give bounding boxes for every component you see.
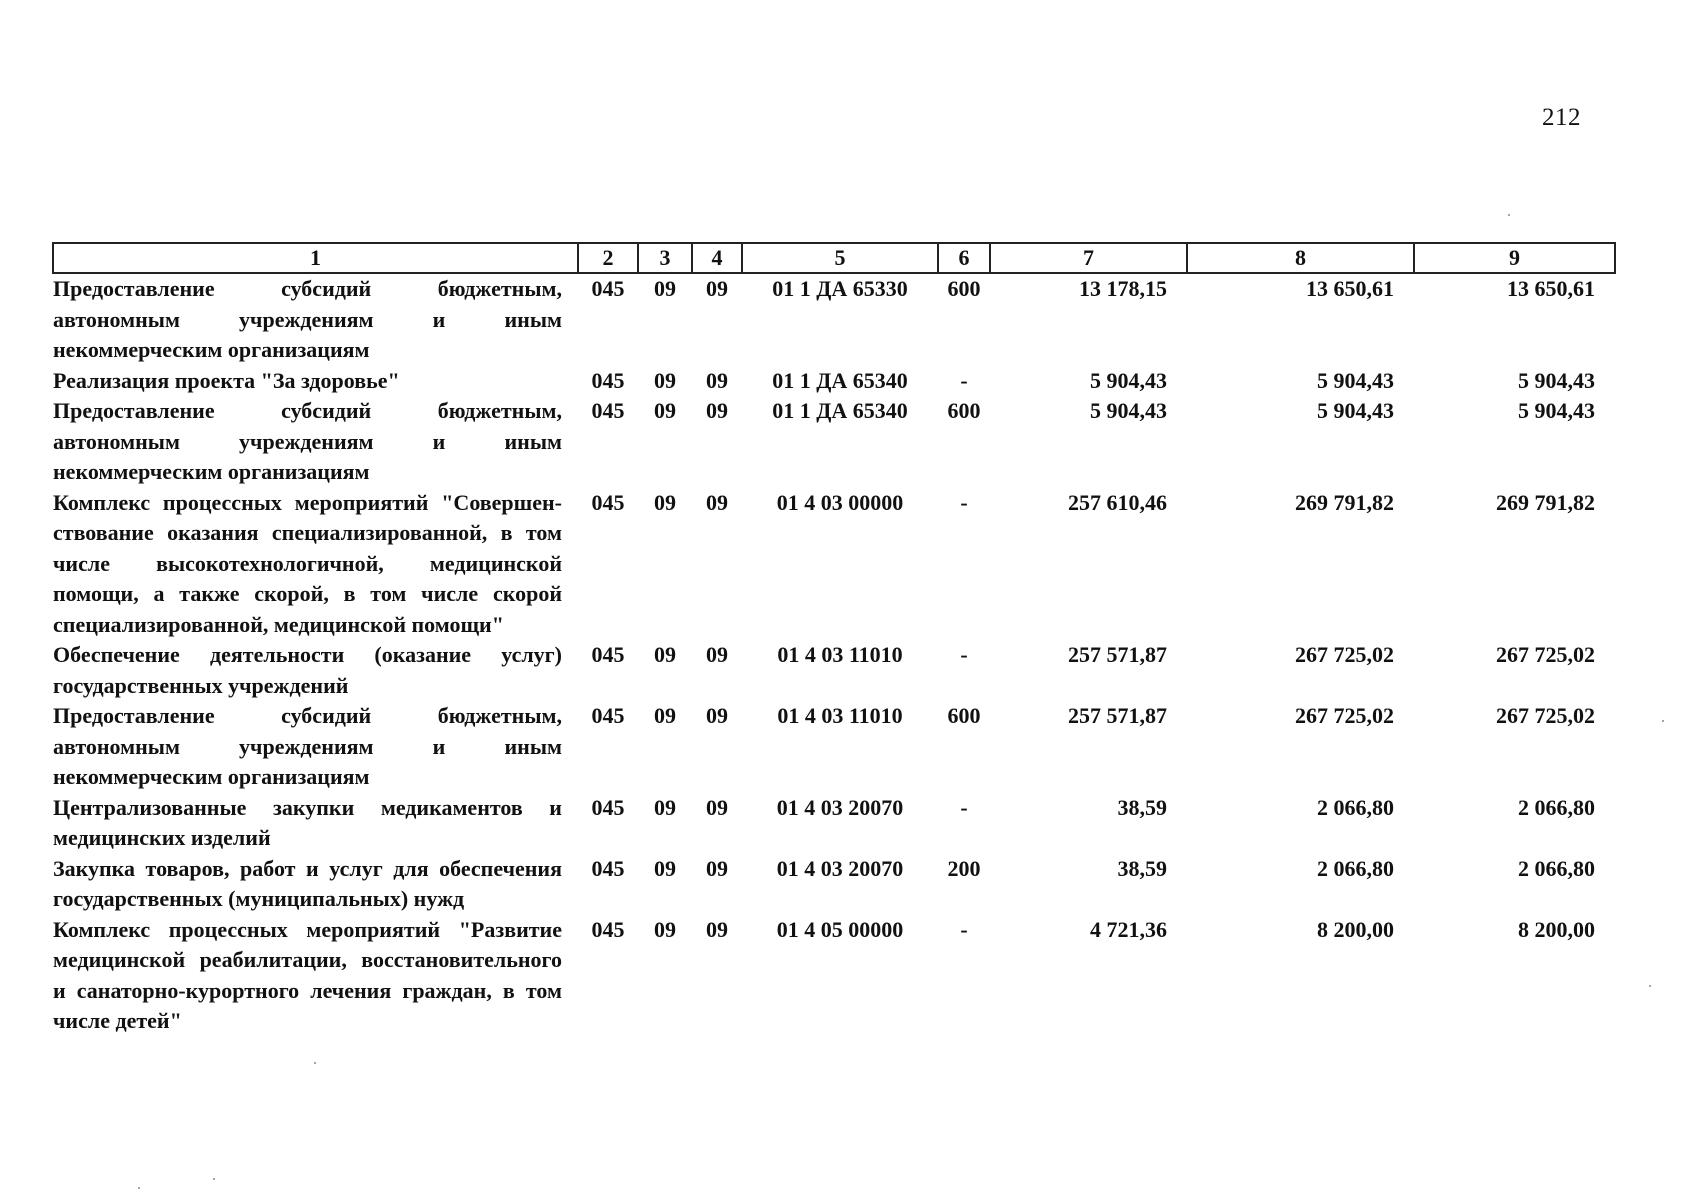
row-ministry-code: 045 <box>591 276 625 301</box>
row-expense-type: - <box>960 642 968 667</box>
page-number: 212 <box>1542 104 1581 131</box>
row-expense-type: - <box>960 916 968 942</box>
header-col-1: 1 <box>53 243 578 273</box>
row-amount-year-1: 5 904,43 <box>1090 367 1167 393</box>
row-name: Закупка товаров, работ и услуг для обеспечения государственных (муниципальных) нужд <box>53 855 562 911</box>
row-name: Централизованные закупки медикаментов и медицинских изделий <box>53 794 562 850</box>
row-section: 09 <box>654 489 676 515</box>
row-amount-year-2: 5 904,43 <box>1317 398 1394 423</box>
row-amount-year-2: 13 650,61 <box>1306 276 1394 301</box>
row-section: 09 <box>654 276 676 301</box>
row-subsection: 09 <box>706 916 728 942</box>
row-amount-year-2: 267 725,02 <box>1295 642 1394 667</box>
row-subsection: 09 <box>706 489 728 515</box>
row-subsection: 09 <box>706 703 728 728</box>
row-section: 09 <box>654 703 676 728</box>
table-row <box>53 701 1615 793</box>
row-amount-year-2: 5 904,43 <box>1317 367 1394 393</box>
row-subsection: 09 <box>706 794 728 820</box>
table-header <box>53 243 1615 273</box>
row-amount-year-3: 2 066,80 <box>1518 855 1595 881</box>
row-target-article: 01 4 03 20070 <box>776 794 904 820</box>
header-col-9: 9 <box>1414 243 1615 273</box>
header-col-7: 7 <box>990 243 1187 273</box>
row-subsection: 09 <box>706 855 728 881</box>
row-amount-year-2: 269 791,82 <box>1295 489 1394 515</box>
row-target-article: 01 4 03 20070 <box>776 855 904 881</box>
row-section: 09 <box>654 642 676 667</box>
row-name: Обеспечение деятельности (оказание услуг) государственных учреждений <box>53 642 562 698</box>
row-target-article: 01 4 03 00000 <box>776 489 904 515</box>
table-body <box>53 273 1615 1037</box>
header-row <box>53 243 1615 273</box>
header-col-2: 2 <box>578 243 638 273</box>
row-expense-type: 600 <box>947 703 981 728</box>
row-ministry-code: 045 <box>591 642 625 667</box>
row-name: Предоставление субсидий бюджетным, автономным учреждениям и иным некоммерческим организациям <box>53 703 562 789</box>
header-col-6: 6 <box>938 243 990 273</box>
row-amount-year-3: 2 066,80 <box>1518 794 1595 820</box>
row-name: Предоставление субсидий бюджетным, автономным учреждениям и иным некоммерческим организациям <box>53 398 562 484</box>
row-name: Комплекс процессных мероприятий "Развитие медицинской реабилитации, восстановительного и санаторно-курортного лечения граждан, в том числе детей" <box>53 916 562 1033</box>
row-amount-year-2: 267 725,02 <box>1295 703 1394 728</box>
row-name: Предоставление субсидий бюджетным, автономным учреждениям и иным некоммерческим организациям <box>53 276 562 362</box>
row-name: Комплекс процессных мероприятий "Совершен-ствование оказания специализированной, в том числе высокотехнологичной, медицинской помощи, а также скорой, в том числе скорой специализированной, медицинской помощи" <box>53 489 562 637</box>
scan-speck <box>138 1187 140 1189</box>
row-amount-year-3: 13 650,61 <box>1507 276 1595 301</box>
row-ministry-code: 045 <box>591 916 625 942</box>
header-col-8: 8 <box>1187 243 1414 273</box>
row-amount-year-1: 4 721,36 <box>1090 916 1167 942</box>
row-expense-type: - <box>960 367 968 393</box>
row-amount-year-1: 257 610,46 <box>1068 489 1167 515</box>
budget-table <box>52 242 1616 1037</box>
row-subsection: 09 <box>706 398 728 423</box>
row-target-article: 01 4 05 00000 <box>776 916 904 942</box>
row-target-article: 01 4 03 11010 <box>777 642 903 667</box>
row-ministry-code: 045 <box>591 398 625 423</box>
row-amount-year-1: 257 571,87 <box>1068 642 1167 667</box>
row-amount-year-3: 5 904,43 <box>1518 367 1595 393</box>
table-row <box>53 396 1615 488</box>
table-row <box>53 366 1615 397</box>
table-row <box>53 640 1615 701</box>
row-amount-year-1: 13 178,15 <box>1079 276 1167 301</box>
row-amount-year-3: 267 725,02 <box>1496 642 1595 667</box>
row-expense-type: - <box>960 489 968 515</box>
row-amount-year-2: 2 066,80 <box>1317 855 1394 881</box>
table-row <box>53 793 1615 854</box>
table-row <box>53 915 1615 1037</box>
row-amount-year-2: 8 200,00 <box>1317 916 1394 942</box>
row-target-article: 01 4 03 11010 <box>777 703 903 728</box>
header-col-3: 3 <box>638 243 692 273</box>
scan-speck <box>1662 720 1664 722</box>
scan-speck <box>1649 985 1651 987</box>
row-expense-type: 600 <box>947 398 981 423</box>
row-section: 09 <box>654 398 676 423</box>
header-col-5: 5 <box>742 243 938 273</box>
row-section: 09 <box>654 855 676 881</box>
row-ministry-code: 045 <box>591 703 625 728</box>
scan-speck <box>1508 214 1510 216</box>
row-name: Реализация проекта "За здоровье" <box>53 367 400 393</box>
table-row <box>53 854 1615 915</box>
row-ministry-code: 045 <box>591 855 625 881</box>
row-amount-year-1: 38,59 <box>1117 794 1167 820</box>
row-target-article: 01 1 ДА 65340 <box>772 398 908 423</box>
row-amount-year-2: 2 066,80 <box>1317 794 1394 820</box>
row-section: 09 <box>654 367 676 393</box>
row-target-article: 01 1 ДА 65330 <box>772 276 908 301</box>
row-section: 09 <box>654 916 676 942</box>
table-row <box>53 488 1615 641</box>
row-amount-year-3: 267 725,02 <box>1496 703 1595 728</box>
row-amount-year-3: 269 791,82 <box>1496 489 1595 515</box>
row-subsection: 09 <box>706 642 728 667</box>
row-amount-year-1: 257 571,87 <box>1068 703 1167 728</box>
row-amount-year-3: 5 904,43 <box>1518 398 1595 423</box>
header-col-4: 4 <box>692 243 742 273</box>
row-expense-type: 200 <box>947 855 981 881</box>
row-ministry-code: 045 <box>591 489 625 515</box>
scan-speck <box>213 1178 215 1180</box>
row-ministry-code: 045 <box>591 367 625 393</box>
row-amount-year-1: 38,59 <box>1117 855 1167 881</box>
row-section: 09 <box>654 794 676 820</box>
row-ministry-code: 045 <box>591 794 625 820</box>
row-amount-year-3: 8 200,00 <box>1518 916 1595 942</box>
table-row <box>53 273 1615 366</box>
row-target-article: 01 1 ДА 65340 <box>772 367 908 393</box>
row-subsection: 09 <box>706 276 728 301</box>
scan-speck <box>314 1062 316 1064</box>
row-expense-type: - <box>960 794 968 820</box>
row-amount-year-1: 5 904,43 <box>1090 398 1167 423</box>
row-subsection: 09 <box>706 367 728 393</box>
row-expense-type: 600 <box>947 276 981 301</box>
